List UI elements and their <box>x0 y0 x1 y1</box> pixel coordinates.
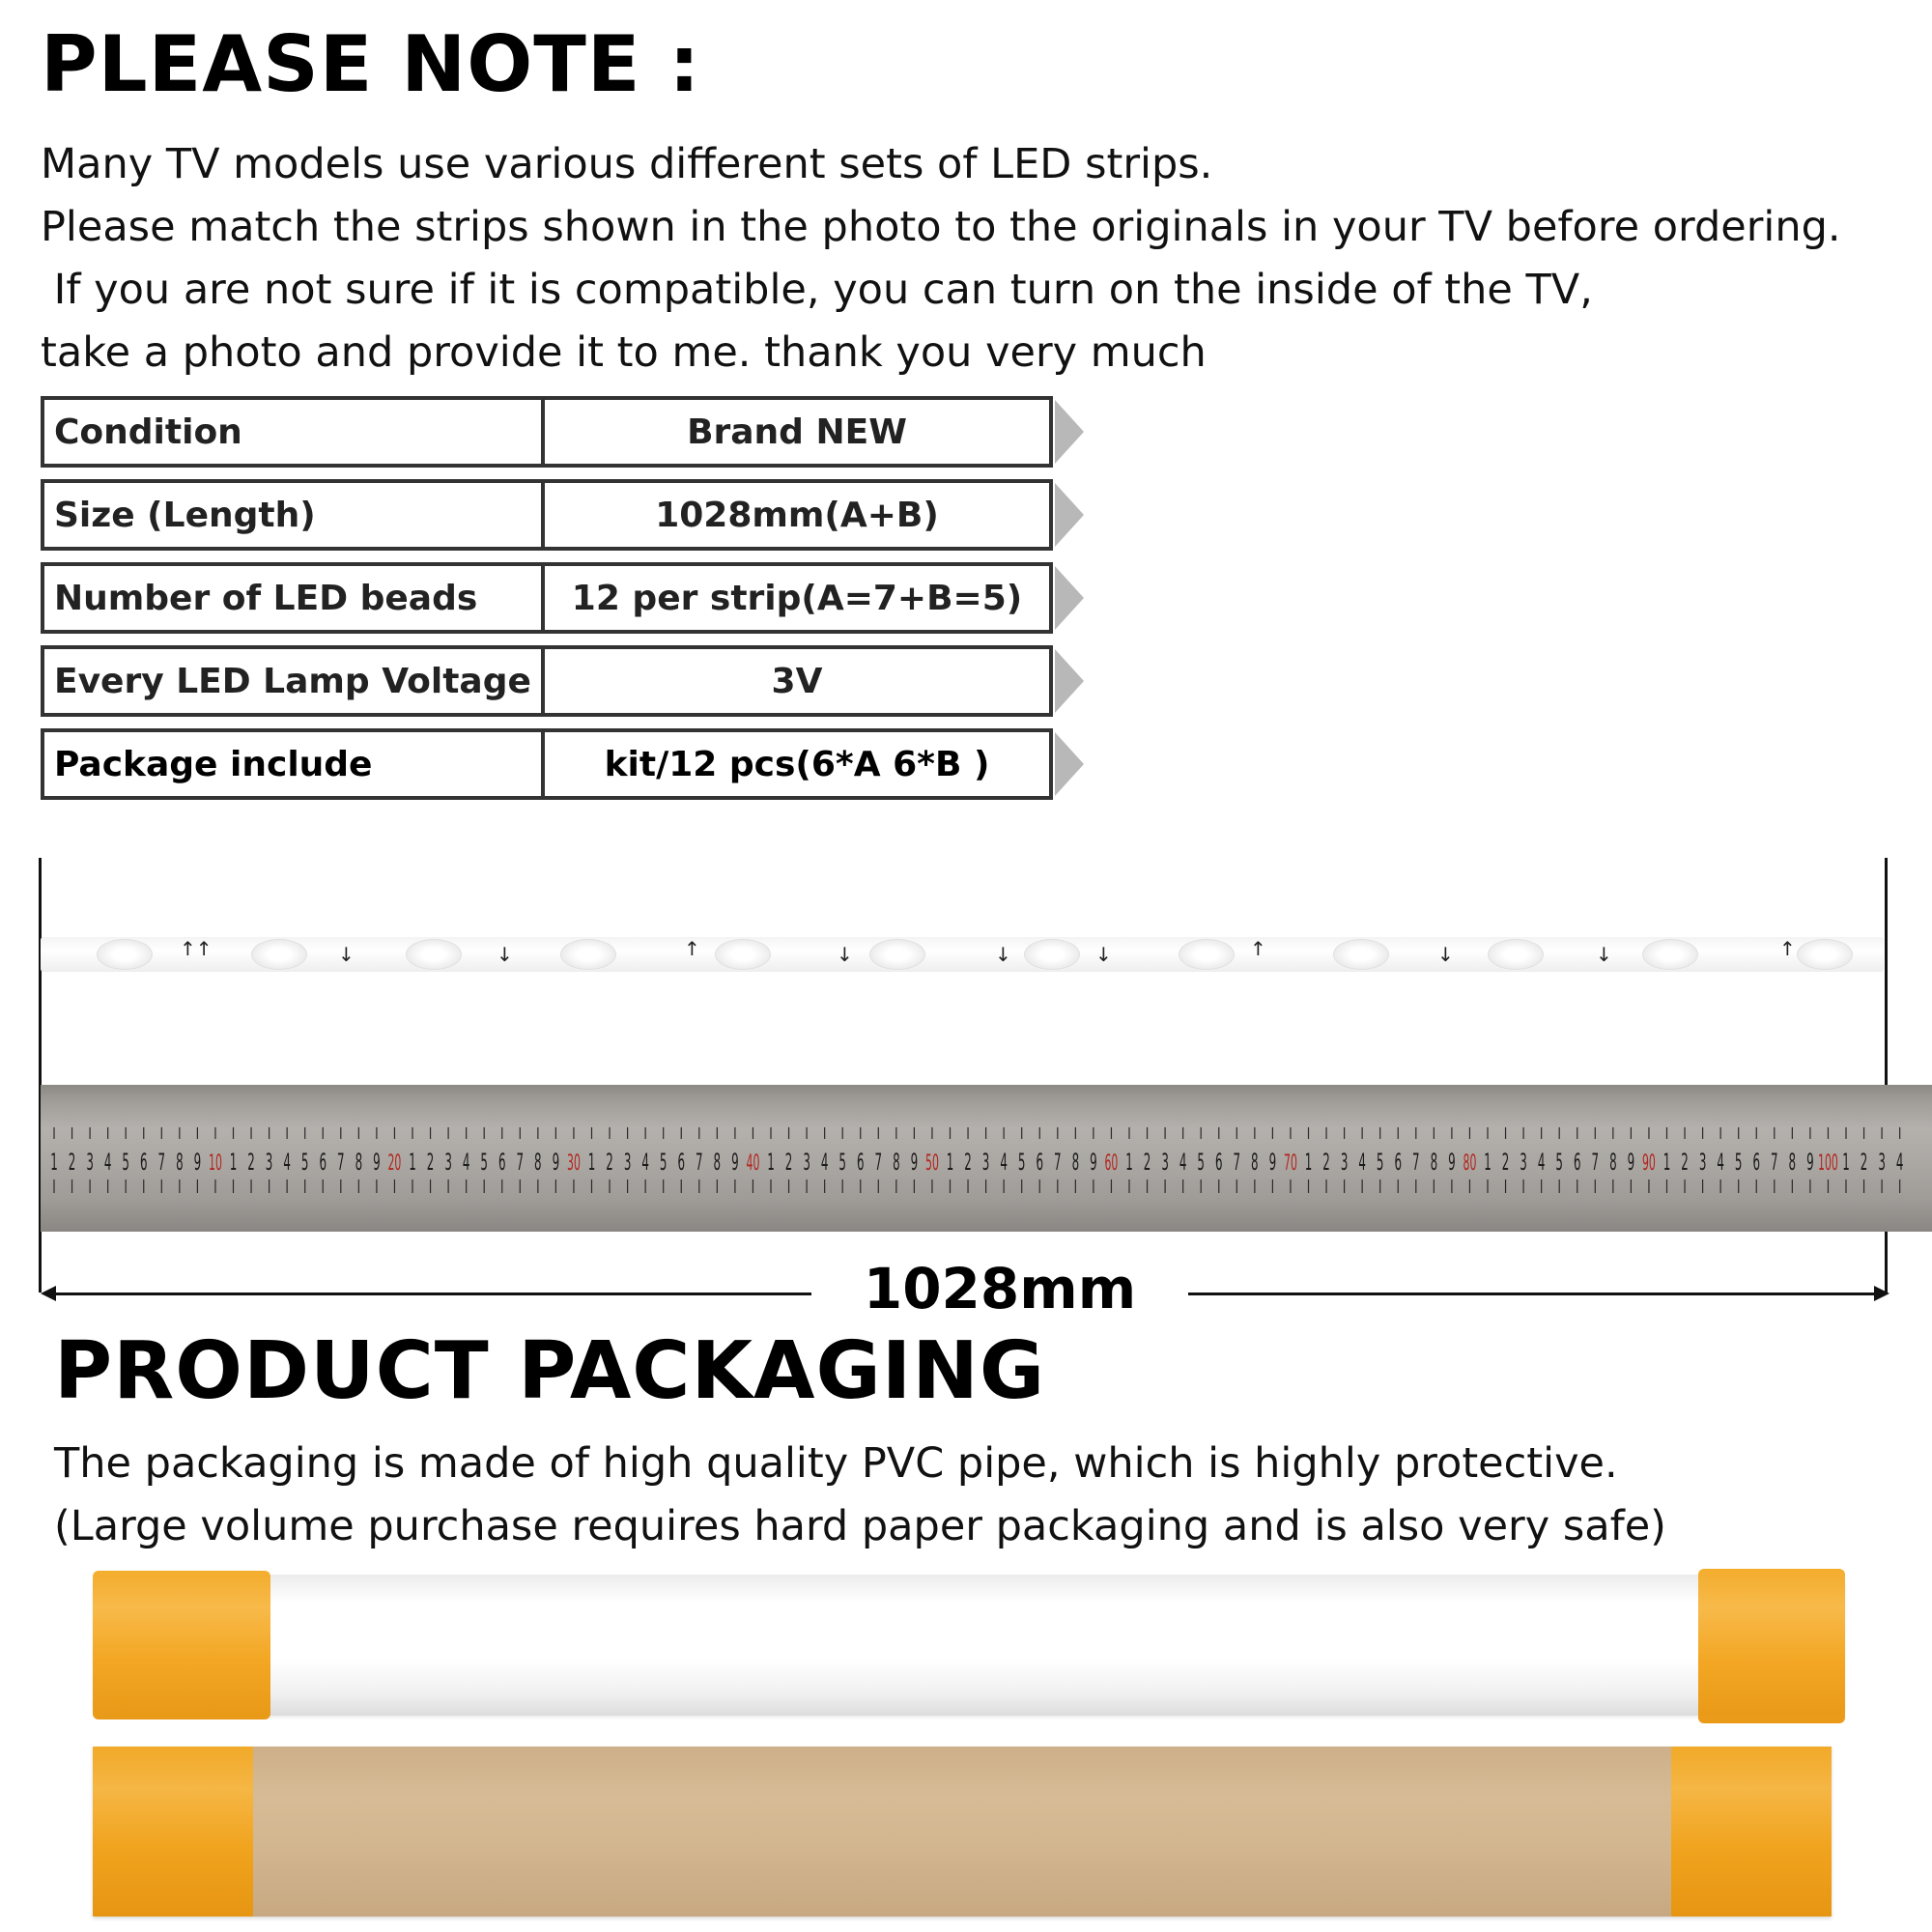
note-line: Many TV models use various different sets of LED strips. <box>41 140 1213 188</box>
ruler-scale <box>41 1085 1932 1232</box>
ruler-number: 7 <box>337 1148 345 1177</box>
up-arrow-icon: ↑↑ <box>180 937 213 960</box>
ruler-number: 2 <box>1322 1148 1330 1177</box>
spec-value: 3V <box>541 645 1053 717</box>
spec-row-condition <box>41 396 1055 473</box>
up-arrow-icon: ↑ <box>684 937 700 960</box>
ruler-number: 1 <box>1125 1148 1133 1177</box>
ruler-number: 20 <box>387 1151 402 1177</box>
ruler-number: 2 <box>1143 1148 1151 1177</box>
ruler-number: 1 <box>229 1148 238 1177</box>
ruler-number: 8 <box>176 1148 184 1177</box>
ruler-number: 5 <box>659 1148 668 1177</box>
tape-right <box>1671 1747 1832 1917</box>
ruler-number: 5 <box>1376 1148 1384 1177</box>
led-bead <box>1642 939 1698 970</box>
arrow-left-icon <box>41 1286 56 1301</box>
spec-value: 1028mm(A+B) <box>541 479 1053 551</box>
arrow-right-icon <box>1874 1286 1889 1301</box>
packaging-heading: PRODUCT PACKAGING <box>54 1325 1046 1417</box>
ruler-number: 8 <box>713 1148 722 1177</box>
led-bead <box>1179 939 1235 970</box>
packaging-line: (Large volume purchase requires hard paper packaging and is also very safe) <box>54 1502 1666 1550</box>
ruler-number: 9 <box>1090 1148 1097 1177</box>
down-arrow-icon: ↓ <box>1596 943 1612 966</box>
ruler-number: 3 <box>86 1148 94 1177</box>
ruler-number: 1 <box>587 1148 596 1177</box>
ruler-number: 30 <box>567 1151 581 1177</box>
ruler-number: 7 <box>1591 1148 1600 1177</box>
ruler-number: 3 <box>444 1148 452 1177</box>
paper-package-image <box>93 1747 1832 1917</box>
ruler-number: 1 <box>767 1148 775 1177</box>
ruler-image <box>41 1085 1932 1232</box>
ruler-number: 2 <box>1681 1148 1689 1177</box>
ruler-number: 5 <box>838 1148 846 1177</box>
ruler-number: 70 <box>1284 1151 1297 1177</box>
ruler-number: 8 <box>534 1148 542 1177</box>
ruler-number: 4 <box>103 1148 112 1177</box>
ruler-number: 4 <box>1717 1148 1724 1177</box>
packaging-line: The packaging is made of high quality PVC pipe, which is highly protective. <box>54 1439 1618 1488</box>
ruler-number: 1 <box>50 1148 58 1177</box>
ruler-number: 2 <box>1860 1148 1868 1177</box>
tape-right <box>1698 1569 1845 1723</box>
led-bead <box>869 939 925 970</box>
ruler-number: 1 <box>409 1148 416 1177</box>
ruler-number: 7 <box>516 1148 525 1177</box>
down-arrow-icon: ↓ <box>338 943 355 966</box>
ruler-number: 2 <box>247 1148 255 1177</box>
ruler-number: 4 <box>1537 1148 1546 1177</box>
down-arrow-icon: ↓ <box>497 943 513 966</box>
ruler-number: 50 <box>925 1151 939 1177</box>
ruler-number: 90 <box>1642 1151 1656 1177</box>
ruler-number: 7 <box>1412 1148 1420 1177</box>
row-arrow-icon <box>1055 732 1084 796</box>
row-arrow-icon <box>1055 649 1084 713</box>
ruler-number: 4 <box>1895 1148 1904 1177</box>
up-arrow-icon: ↑ <box>1779 937 1796 960</box>
ruler-number: 4 <box>1000 1148 1008 1177</box>
led-bead <box>560 939 616 970</box>
led-bead <box>1797 939 1853 970</box>
ruler-number: 9 <box>910 1148 919 1177</box>
ruler-number: 3 <box>803 1148 810 1177</box>
ruler-number: 3 <box>623 1148 632 1177</box>
down-arrow-icon: ↓ <box>1437 943 1454 966</box>
down-arrow-icon: ↓ <box>837 943 853 966</box>
ruler-number: 8 <box>355 1148 363 1177</box>
ruler-number: 8 <box>1430 1148 1438 1177</box>
spec-row-led-beads <box>41 562 1055 639</box>
ruler-number: 2 <box>1501 1148 1510 1177</box>
ruler-number: 40 <box>746 1151 760 1177</box>
length-label: 1028mm <box>863 1256 1137 1321</box>
note-line: Please match the strips shown in the photo to the originals in your TV before ordering. <box>41 203 1841 251</box>
ruler-number: 1 <box>1842 1148 1850 1177</box>
spec-label: Number of LED beads <box>41 562 545 634</box>
spec-value: 12 per strip(A=7+B=5) <box>541 562 1053 634</box>
ruler-number: 4 <box>641 1148 649 1177</box>
ruler-number: 8 <box>1609 1148 1617 1177</box>
ruler-number: 1 <box>1662 1148 1671 1177</box>
ruler-number: 8 <box>1071 1148 1080 1177</box>
ruler-number: 6 <box>1036 1148 1044 1177</box>
spec-row-size <box>41 479 1055 556</box>
ruler-number: 7 <box>157 1148 166 1177</box>
ruler-number: 7 <box>696 1148 703 1177</box>
ruler-number: 9 <box>1448 1148 1456 1177</box>
ruler-number: 6 <box>1752 1148 1761 1177</box>
ruler-number: 2 <box>68 1148 76 1177</box>
ruler-number: 9 <box>373 1148 381 1177</box>
ruler-number: 4 <box>1179 1148 1187 1177</box>
packaging-text <box>54 1433 1666 1558</box>
spec-value: Brand NEW <box>541 396 1053 468</box>
tape-left <box>93 1571 270 1719</box>
led-bead <box>97 939 153 970</box>
spec-label: Condition <box>41 396 545 468</box>
ruler-number: 80 <box>1463 1151 1477 1177</box>
ruler-number: 6 <box>856 1148 865 1177</box>
ruler-number: 6 <box>1573 1148 1581 1177</box>
ruler-number: 8 <box>1251 1148 1259 1177</box>
pvc-tube-image <box>93 1575 1845 1716</box>
ruler-number: 1 <box>946 1148 954 1177</box>
ruler-number: 1 <box>1304 1148 1313 1177</box>
ruler-number: 3 <box>1520 1148 1527 1177</box>
row-arrow-icon <box>1055 566 1084 630</box>
spec-value: kit/12 pcs(6*A 6*B ) <box>541 728 1053 800</box>
ruler-number: 10 <box>209 1151 222 1177</box>
spec-label: Size (Length) <box>41 479 545 551</box>
spec-row-voltage <box>41 645 1055 723</box>
ruler-number: 3 <box>1161 1148 1169 1177</box>
ruler-number: 100 <box>1818 1151 1838 1177</box>
ruler-number: 4 <box>1358 1148 1366 1177</box>
ruler-number: 9 <box>552 1148 560 1177</box>
ruler-number: 3 <box>1878 1148 1886 1177</box>
led-bead <box>251 939 307 970</box>
ruler-number: 1 <box>1484 1148 1492 1177</box>
row-arrow-icon <box>1055 483 1084 547</box>
ruler-number: 5 <box>480 1148 488 1177</box>
ruler-number: 7 <box>1233 1148 1241 1177</box>
ruler-number: 9 <box>193 1148 202 1177</box>
ruler-number: 5 <box>300 1148 309 1177</box>
ruler-number: 8 <box>1788 1148 1797 1177</box>
ruler-number: 4 <box>820 1148 829 1177</box>
ruler-number: 6 <box>1394 1148 1403 1177</box>
ruler-number: 4 <box>462 1148 470 1177</box>
spec-label: Every LED Lamp Voltage <box>41 645 545 717</box>
ruler-number: 6 <box>139 1148 148 1177</box>
led-bead <box>1024 939 1080 970</box>
ruler-number: 9 <box>1627 1148 1635 1177</box>
ruler-number: 4 <box>283 1148 291 1177</box>
ruler-number: 2 <box>784 1148 793 1177</box>
ruler-number: 5 <box>1555 1148 1563 1177</box>
ruler-number: 7 <box>874 1148 883 1177</box>
ruler-number: 2 <box>964 1148 972 1177</box>
note-heading: PLEASE NOTE : <box>41 19 701 109</box>
led-bead <box>1333 939 1389 970</box>
row-arrow-icon <box>1055 400 1084 464</box>
ruler-number: 6 <box>497 1148 506 1177</box>
tape-left <box>93 1747 253 1917</box>
up-arrow-icon: ↑ <box>1250 937 1266 960</box>
spec-label: Package include <box>41 728 545 800</box>
led-bead <box>406 939 462 970</box>
ruler-number: 60 <box>1104 1151 1119 1177</box>
dimension-line-right <box>1188 1293 1876 1295</box>
note-line: If you are not sure if it is compatible, you can turn on the inside of the TV, <box>41 266 1593 314</box>
down-arrow-icon: ↓ <box>995 943 1011 966</box>
ruler-number: 2 <box>606 1148 613 1177</box>
ruler-number: 2 <box>426 1148 435 1177</box>
down-arrow-icon: ↓ <box>1095 943 1112 966</box>
dimension-line-left <box>50 1293 811 1295</box>
ruler-number: 5 <box>1197 1148 1205 1177</box>
note-line: take a photo and provide it to me. thank you very much <box>41 328 1207 377</box>
note-text <box>41 133 1841 384</box>
spec-row-package <box>41 728 1055 806</box>
ruler-number: 9 <box>1268 1148 1277 1177</box>
ruler-number: 7 <box>1771 1148 1778 1177</box>
led-bead <box>715 939 771 970</box>
ruler-number: 3 <box>1698 1148 1707 1177</box>
ruler-number: 9 <box>1806 1148 1814 1177</box>
ruler-number: 3 <box>981 1148 990 1177</box>
led-strip-image <box>41 937 1884 972</box>
ruler-number: 6 <box>319 1148 327 1177</box>
ruler-number: 8 <box>893 1148 900 1177</box>
ruler-number: 3 <box>265 1148 273 1177</box>
ruler-number: 7 <box>1054 1148 1062 1177</box>
ruler-number: 5 <box>122 1148 129 1177</box>
ruler-number: 9 <box>731 1148 739 1177</box>
ruler-number: 6 <box>1214 1148 1223 1177</box>
ruler-number: 5 <box>1734 1148 1743 1177</box>
ruler-number: 5 <box>1017 1148 1026 1177</box>
ruler-number: 3 <box>1340 1148 1349 1177</box>
led-bead <box>1488 939 1544 970</box>
ruler-number: 6 <box>677 1148 686 1177</box>
